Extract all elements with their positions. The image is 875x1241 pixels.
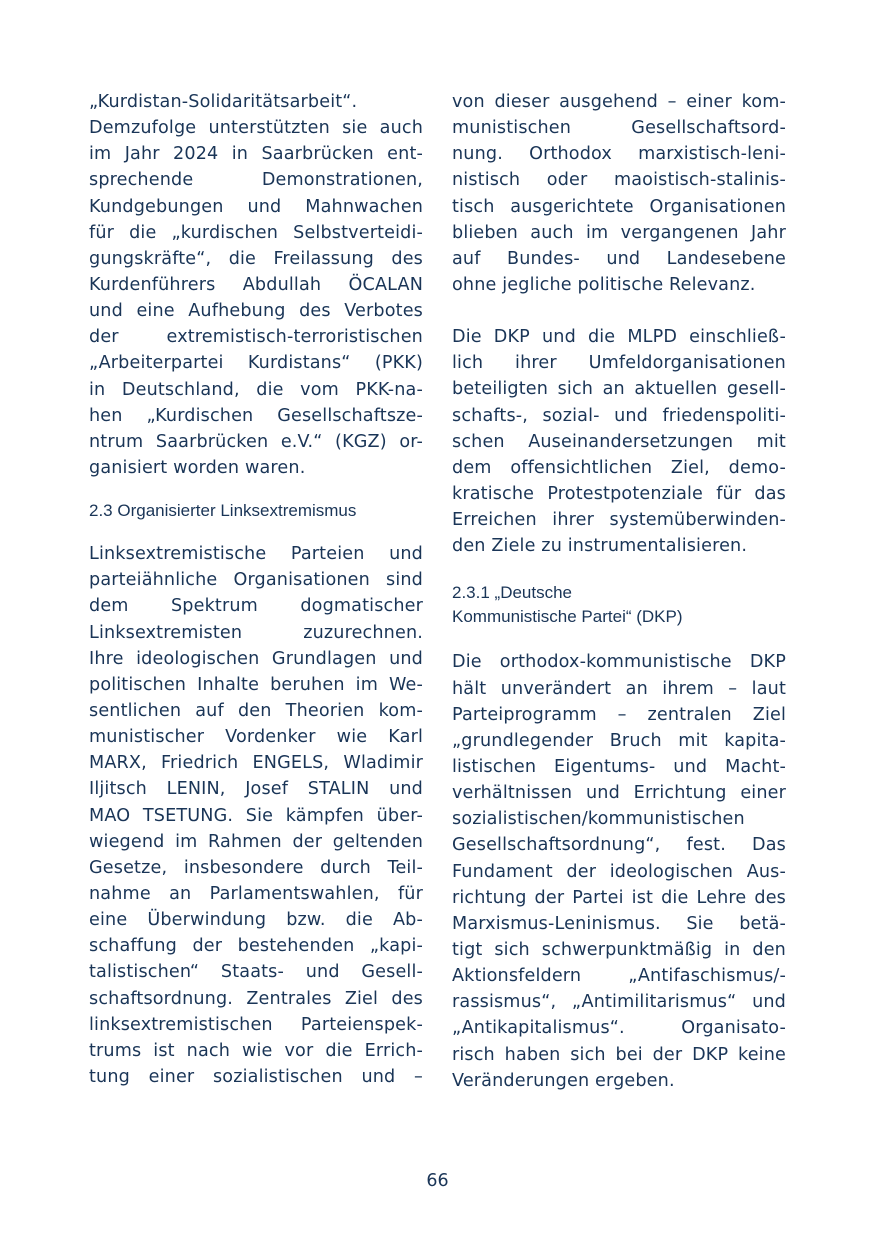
text-line: sozialistischen/kommunistischen (452, 809, 745, 830)
section-heading-dkp (452, 581, 786, 629)
text-line: linksextremistischen Parteienspek- (89, 1014, 423, 1035)
text-line: schen Auseinandersetzungen mit (452, 431, 786, 452)
text-line: politischen Inhalte beruhen im We- (89, 674, 423, 695)
text-line: Fundament der ideologischen Aus- (452, 861, 786, 882)
page-number: 66 (426, 1171, 449, 1191)
text-line: für die „kurdischen Selbstverteidi- (89, 222, 423, 243)
text-line: Parteiprogramm – zentralen Ziel (452, 704, 786, 725)
text-line: Linksextremisten zuzurechnen. (89, 622, 423, 643)
text-line: Gesellschaftsordnung“, fest. Das (452, 835, 786, 856)
text-line: Iljitsch LENIN, Josef STALIN und (89, 779, 423, 800)
text-line: Aktionsfeldern „Antifaschismus/- (452, 966, 786, 987)
text-line: Kurdenführers Abdullah ÖCALAN (89, 274, 423, 295)
text-line: sentlichen auf den Theorien kom- (89, 700, 423, 721)
text-line: munistischen Gesellschaftsord- (452, 118, 786, 139)
heading-line: 2.3.1 „Deutsche (452, 583, 573, 603)
text-line: gungskräfte“, die Freilassung des (89, 248, 423, 269)
heading-line: Kommunistische Partei“ (DKP) (452, 607, 683, 627)
text-line: lich ihrer Umfeldorganisationen (452, 353, 786, 374)
left-column (89, 89, 423, 1090)
text-line: schaftsordnung. Zentrales Ziel des (89, 988, 423, 1009)
text-line: nahme an Parlamentswahlen, für (89, 883, 423, 904)
text-line: „grundlegender Bruch mit kapita- (452, 730, 786, 751)
text-line: Ihre ideologischen Grundlagen und (89, 648, 423, 669)
text-line: dem Spektrum dogmatischer (89, 596, 423, 617)
text-line: blieben auch im vergangenen Jahr (452, 222, 786, 243)
paragraph-kurdistan (89, 89, 423, 481)
text-line: rassismus“, „Antimilitarismus“ und (452, 992, 786, 1013)
text-line: von dieser ausgehend – einer kom- (452, 92, 786, 112)
text-line: risch haben sich bei der DKP keine (452, 1044, 786, 1065)
paragraph-dkp-mlpd (452, 324, 786, 559)
text-line: im Jahr 2024 in Saarbrücken ent- (89, 144, 423, 165)
text-line: „Arbeiterpartei Kurdistans“ (PKK) (89, 353, 423, 374)
paragraph-dkp (452, 649, 786, 1093)
text-line: Gesetze, insbesondere durch Teil- (89, 857, 423, 878)
text-line: „Antikapitalismus“. Organisato- (452, 1018, 786, 1039)
text-line: hält unverändert an ihrem – laut (452, 678, 786, 699)
text-line: MAO TSETUNG. Sie kämpfen über- (89, 805, 423, 826)
text-line: beteiligten sich an aktuellen gesell- (452, 379, 786, 400)
text-line: Veränderungen ergeben. (452, 1070, 675, 1091)
text-line: parteiähnliche Organisationen sind (89, 570, 423, 591)
text-line: MARX, Friedrich ENGELS, Wladimir (89, 753, 423, 774)
text-line: ohne jegliche politische Relevanz. (452, 274, 756, 295)
text-line: ganisiert worden waren. (89, 457, 306, 478)
text-line: eine Überwindung bzw. die Ab- (89, 910, 423, 931)
text-line: hen „Kurdischen Gesellschaftsze- (89, 405, 423, 426)
text-line: nung. Orthodox marxistisch-leni- (452, 144, 786, 165)
text-line: verhältnissen und Errichtung einer (452, 783, 786, 804)
text-line: den Ziele zu instrumentalisieren. (452, 536, 748, 557)
text-line: der extremistisch-terroristischen (89, 327, 423, 348)
text-line: dem offensichtlichen Ziel, demo- (452, 457, 786, 478)
text-line: sprechende Demonstrationen, (89, 170, 423, 191)
text-line: tigt sich schwerpunktmäßig in den (452, 939, 786, 960)
text-line: in Deutschland, die vom PKK-na- (89, 379, 423, 400)
text-line: kratische Protestpotenziale für das (452, 483, 786, 504)
text-line: ntrum Saarbrücken e.V.“ (KGZ) or- (89, 431, 423, 452)
paragraph-continuation (452, 89, 786, 298)
text-line: nistisch oder maoistisch-stalinis- (452, 170, 786, 191)
text-line: talistischen“ Staats- und Gesell- (89, 962, 423, 983)
text-line: schafts-, sozial- und friedenspoliti- (452, 405, 786, 426)
section-heading-linksextremismus: 2.3 Organisierter Linksextremismus (89, 501, 357, 521)
text-line: Demzufolge unterstützten sie auch (89, 118, 423, 139)
text-line: listischen Eigentums- und Macht- (452, 756, 786, 777)
text-line: tisch ausgerichtete Organisationen (452, 196, 786, 217)
right-column (452, 89, 786, 1094)
text-line: Marxismus-Leninismus. Sie betä- (452, 913, 786, 934)
text-line: und eine Aufhebung des Verbotes (89, 301, 423, 322)
text-line: trums ist nach wie vor die Errich- (89, 1040, 423, 1061)
text-line: Linksextremistische Parteien und (89, 544, 423, 565)
text-line: schaffung der bestehenden „kapi- (89, 936, 423, 957)
text-line: Erreichen ihrer systemüberwinden- (452, 510, 786, 531)
text-line: Die orthodox-kommunistische DKP (452, 652, 786, 673)
text-line: munistischer Vordenker wie Karl (89, 727, 423, 748)
text-line: wiegend im Rahmen der geltenden (89, 831, 423, 852)
paragraph-linksextremismus (89, 541, 423, 1090)
text-line: tung einer sozialistischen und – (89, 1066, 423, 1087)
text-line: Die DKP und die MLPD einschließ- (452, 327, 786, 348)
text-line: „Kurdistan-Solidaritätsarbeit“. (89, 92, 358, 112)
text-line: auf Bundes- und Landesebene (452, 248, 786, 269)
text-line: richtung der Partei ist die Lehre des (452, 887, 786, 908)
text-line: Kundgebungen und Mahnwachen (89, 196, 423, 217)
